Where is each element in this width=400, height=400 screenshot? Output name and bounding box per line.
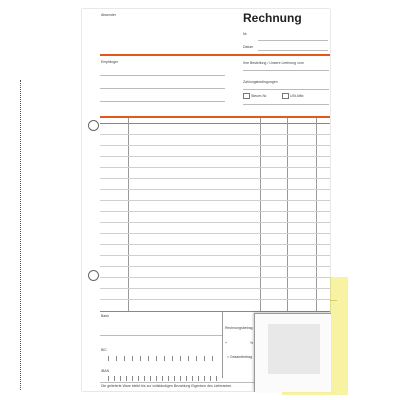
tax-number-label: Steuer-Nr. <box>251 94 267 98</box>
date-field <box>258 50 328 51</box>
bank-label: Bank <box>101 314 109 318</box>
footer-divider <box>222 312 223 378</box>
number-label: Nr. <box>243 32 248 36</box>
recipient-label: Empfänger <box>101 60 119 64</box>
total-label: = Gesamtbetrag <box>227 355 253 359</box>
recipient-line-3 <box>100 101 225 102</box>
table-header-rule <box>100 116 330 118</box>
payment-terms-label: Zahlungsbedingungen <box>243 80 278 84</box>
plus-sign: + <box>225 341 228 345</box>
vat-percent: % <box>250 341 254 345</box>
page-curl-shade <box>268 324 320 374</box>
date-label: Datum <box>243 45 254 49</box>
number-field <box>258 40 328 41</box>
bic-label: BIC <box>101 348 107 352</box>
table-body-lines <box>100 124 330 310</box>
order-label: Ihre Bestellung / Unsere Lieferung vom <box>243 61 304 65</box>
order-field <box>243 70 329 71</box>
id-field <box>243 104 329 105</box>
sender-label: Absender <box>101 13 116 17</box>
recipient-line-2 <box>100 88 225 89</box>
punch-hole-top <box>88 120 99 131</box>
bic-boxes <box>108 356 220 361</box>
iban-boxes <box>108 376 220 381</box>
vat-id-label: USt-IdNr. <box>290 94 305 98</box>
punch-hole-bottom <box>88 270 99 281</box>
bank-line <box>100 335 222 336</box>
footer-note: Die gelieferte Ware bleibt bis zur vollständigen Bezahlung Eigentum des Lieferanten. <box>101 384 233 388</box>
payment-terms-field <box>243 89 329 90</box>
header-divider <box>100 54 330 56</box>
invoice-amount-label: Rechnungsbetrag <box>225 326 253 330</box>
iban-label: IBAN <box>101 369 110 373</box>
recipient-line-1 <box>100 75 225 76</box>
document-title: Rechnung <box>243 11 302 25</box>
tax-number-checkbox[interactable] <box>243 93 250 99</box>
perforation-line <box>20 80 21 390</box>
vat-id-checkbox[interactable] <box>282 93 289 99</box>
table-bottom-rule <box>100 311 330 312</box>
